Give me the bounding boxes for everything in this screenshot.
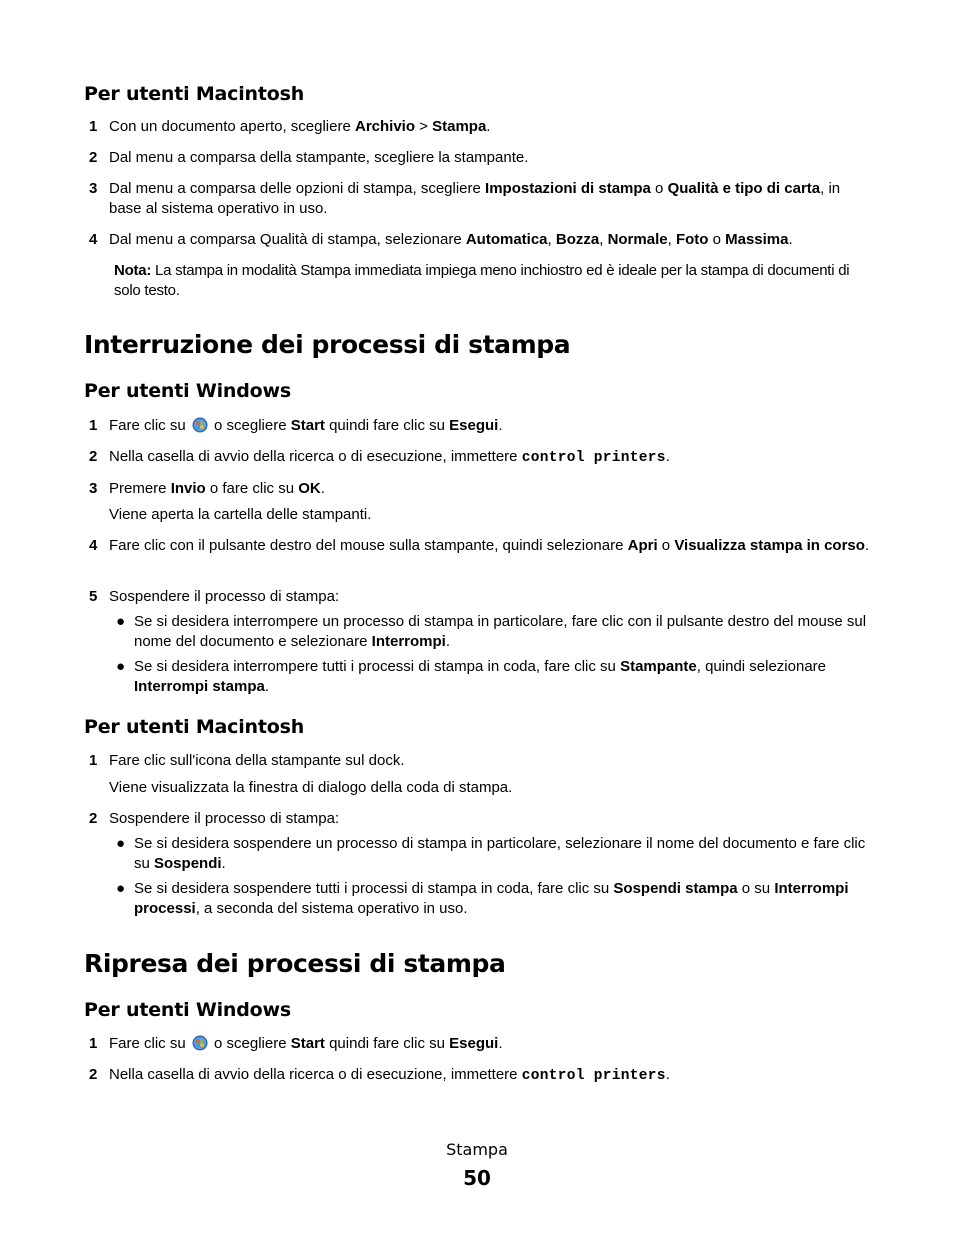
subheading-windows-2: Per utenti Windows bbox=[84, 999, 291, 1021]
windows-start-icon[interactable] bbox=[192, 1035, 208, 1051]
step-number: 3 bbox=[89, 180, 98, 197]
page-number: 50 bbox=[463, 1166, 491, 1190]
step-text: Sospendere il processo di stampa: bbox=[109, 810, 340, 827]
step-result: Viene visualizzata la finestra di dialogo della coda di stampa. bbox=[109, 779, 513, 796]
step-text: Fare clic sull'icona della stampante sul dock. bbox=[109, 752, 405, 769]
bullet-text: Se si desidera sospendere tutti i processi di stampa in coda, fare clic su Sospendi stampa o su Interrompi processi, a seconda del sistema operativo in uso. bbox=[134, 880, 849, 917]
bullet-icon: ● bbox=[116, 658, 126, 675]
step-number: 2 bbox=[89, 149, 98, 166]
bullet-icon: ● bbox=[116, 835, 126, 852]
command-code: control printers bbox=[521, 450, 666, 466]
step-number: 1 bbox=[89, 417, 98, 434]
step-number: 2 bbox=[89, 810, 98, 827]
bullet-icon: ● bbox=[116, 880, 126, 897]
step-text: Con un documento aperto, scegliere Archivio > Stampa. bbox=[109, 118, 491, 135]
bullet-text: Se si desidera sospendere un processo di stampa in particolare, selezionare il nome del documento e fare clic su Sospendi. bbox=[134, 835, 866, 872]
subheading-windows-1: Per utenti Windows bbox=[84, 380, 291, 402]
bullet-icon: ● bbox=[116, 613, 126, 630]
step-number: 1 bbox=[89, 752, 98, 769]
step-text: Premere Invio o fare clic su OK. bbox=[109, 480, 325, 497]
step-result: Viene aperta la cartella delle stampanti. bbox=[109, 506, 372, 523]
subheading-mac-1: Per utenti Macintosh bbox=[84, 83, 305, 105]
step-number: 1 bbox=[89, 1035, 98, 1052]
step-text: Fare clic su o scegliere Start quindi fare clic su Esegui. bbox=[109, 1035, 503, 1052]
note-label: Nota: bbox=[114, 262, 152, 279]
bullet-text: Se si desidera interrompere tutti i processi di stampa in coda, fare clic su Stampante, quindi selezionare Interrompi stampa. bbox=[134, 658, 827, 695]
step-text: Fare clic su o scegliere Start quindi fare clic su Esegui. bbox=[109, 417, 503, 434]
step-number: 4 bbox=[89, 231, 98, 248]
windows-start-icon[interactable] bbox=[192, 417, 208, 433]
subheading-mac-2: Per utenti Macintosh bbox=[84, 716, 305, 738]
step-text: Dal menu a comparsa delle opzioni di stampa, scegliere Impostazioni di stampa o Qualità e tipo di carta, in base al sistema operativo in uso. bbox=[109, 180, 841, 217]
command-code: control printers bbox=[521, 1068, 666, 1084]
step-number: 1 bbox=[89, 118, 98, 135]
step-number: 2 bbox=[89, 448, 98, 465]
step-text: Sospendere il processo di stampa: bbox=[109, 588, 340, 605]
step-number: 5 bbox=[89, 588, 98, 605]
bullet-text: Se si desidera interrompere un processo di stampa in particolare, fare clic con il pulsante destro del mouse sul nome del documento e selezionare Interrompi. bbox=[134, 613, 867, 650]
step-text: Nella casella di avvio della ricerca o di esecuzione, immettere control printers. bbox=[109, 1066, 670, 1084]
step-number: 3 bbox=[89, 480, 98, 497]
step-number: 2 bbox=[89, 1066, 98, 1083]
step-text: Dal menu a comparsa della stampante, scegliere la stampante. bbox=[109, 149, 529, 166]
note-text: La stampa in modalità Stampa immediata impiega meno inchiostro ed è ideale per la stampa di documenti di solo testo. bbox=[114, 262, 850, 299]
step-number: 4 bbox=[89, 537, 98, 554]
step-text: Nella casella di avvio della ricerca o di esecuzione, immettere control printers. bbox=[109, 448, 670, 466]
heading-ripresa: Ripresa dei processi di stampa bbox=[84, 949, 506, 978]
step-text: Fare clic con il pulsante destro del mouse sulla stampante, quindi selezionare Apri o Visualizza stampa in corso. bbox=[109, 537, 870, 554]
step-text: Dal menu a comparsa Qualità di stampa, selezionare Automatica, Bozza, Normale, Foto o Massima. bbox=[109, 231, 793, 248]
note bbox=[114, 261, 876, 301]
footer-section-label: Stampa bbox=[446, 1140, 508, 1159]
heading-interruzione: Interruzione dei processi di stampa bbox=[84, 330, 571, 359]
